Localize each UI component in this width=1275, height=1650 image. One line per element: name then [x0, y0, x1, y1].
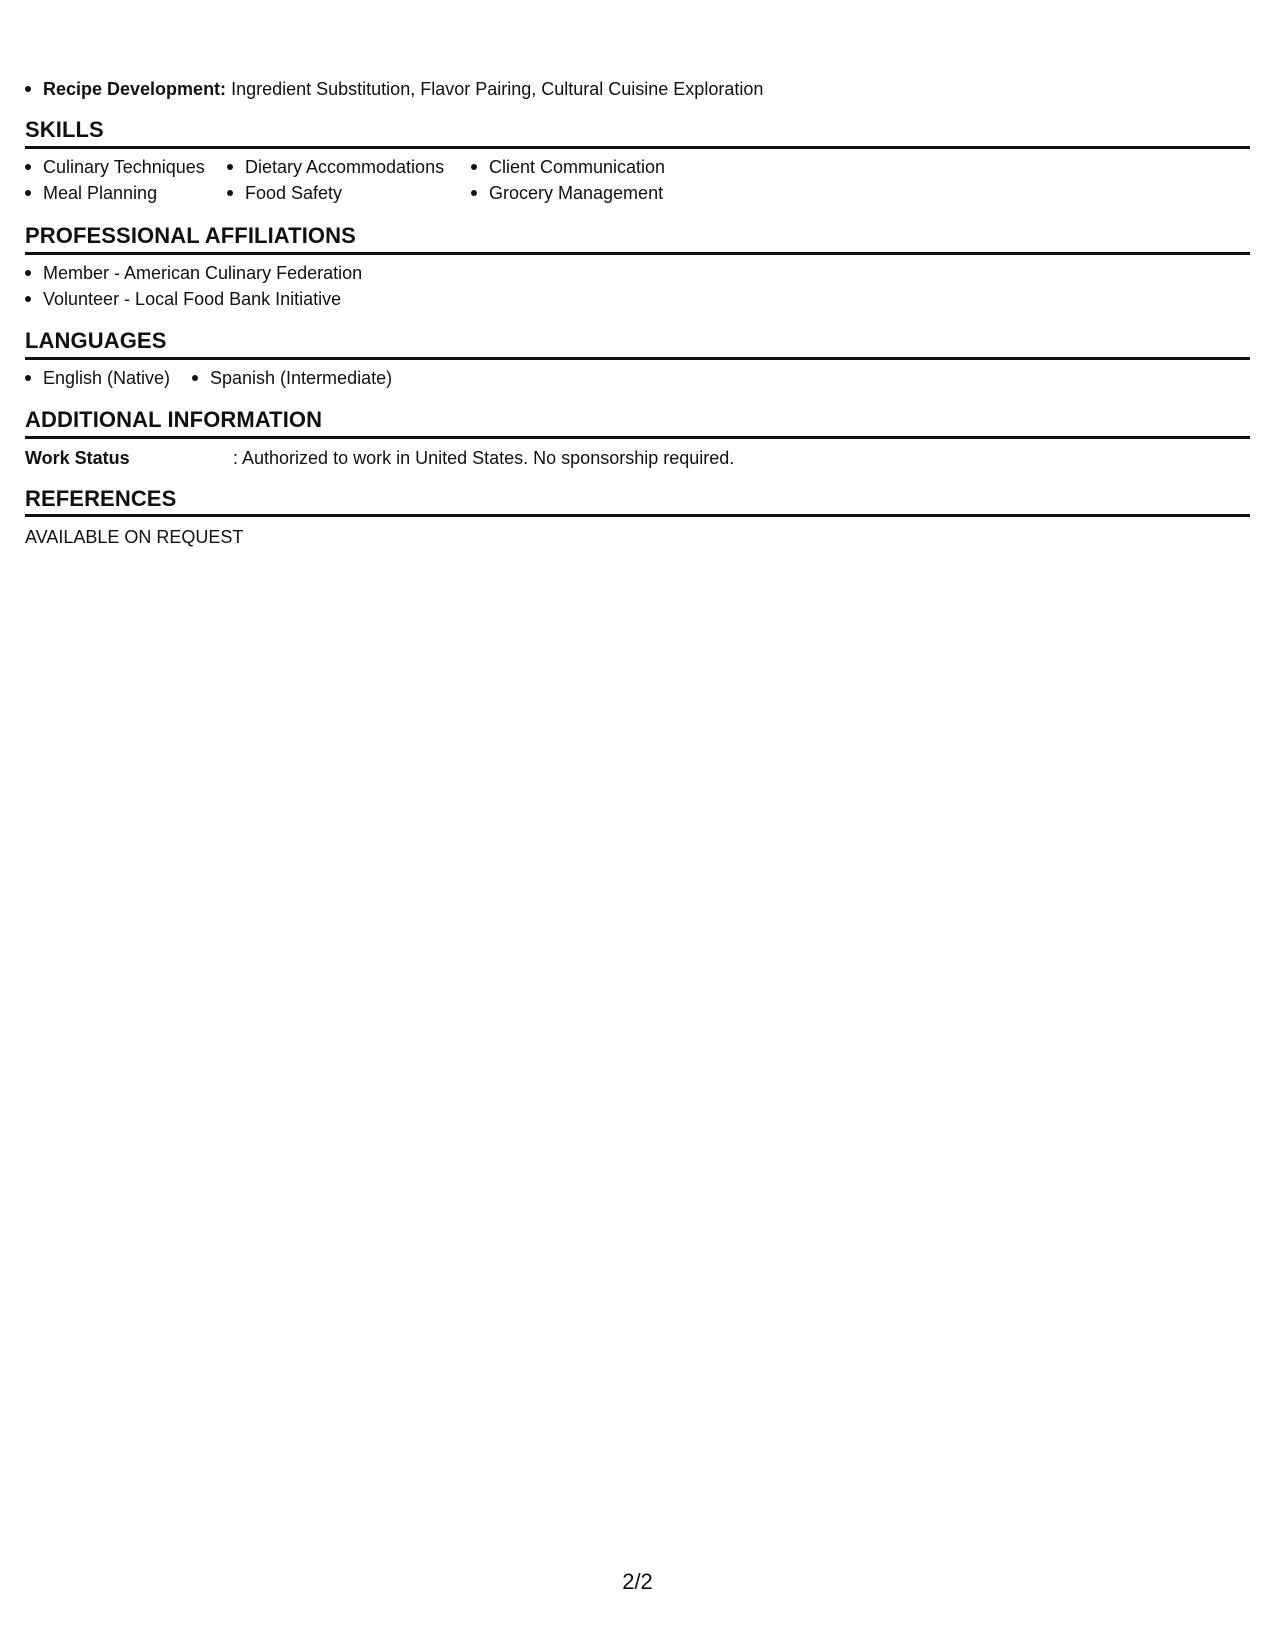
bullet-icon [25, 270, 31, 276]
skills-divider [25, 146, 1250, 149]
references-heading: REFERENCES [25, 486, 177, 511]
bullet-icon [471, 164, 477, 170]
affiliation-item: Member - American Culinary Federation [25, 260, 362, 286]
affiliations-list [25, 260, 362, 312]
page-number: 2/2 [622, 1569, 653, 1594]
bullet-icon [25, 190, 31, 196]
additional-info-divider [25, 436, 1250, 439]
skills-column-2 [227, 154, 444, 206]
resume-page [25, 0, 1250, 1650]
bullet-icon [25, 375, 31, 381]
skills-column-3 [471, 154, 665, 206]
bullet-icon [227, 190, 233, 196]
work-status-label: Work Status [25, 448, 130, 468]
recipe-development-item [25, 76, 763, 102]
bullet-icon [227, 164, 233, 170]
language-item: English (Native) [25, 365, 170, 391]
skill-item: Client Communication [471, 154, 665, 180]
references-text: AVAILABLE ON REQUEST [25, 527, 244, 547]
skill-item: Culinary Techniques [25, 154, 205, 180]
recipe-development-label: Recipe Development: [43, 79, 227, 99]
bullet-icon [25, 296, 31, 302]
work-status-value: : Authorized to work in United States. No sponsorship required. [233, 448, 735, 468]
skills-column-1 [25, 154, 205, 206]
bullet-icon [192, 375, 198, 381]
references-divider [25, 514, 1250, 517]
skill-item: Dietary Accommodations [227, 154, 444, 180]
skill-item: Meal Planning [25, 180, 205, 206]
additional-info-heading: ADDITIONAL INFORMATION [25, 407, 323, 432]
languages-heading: LANGUAGES [25, 328, 167, 353]
affiliations-divider [25, 252, 1250, 255]
recipe-development-text: Ingredient Substitution, Flavor Pairing, Cultural Cuisine Exploration [231, 79, 764, 99]
skill-item: Food Safety [227, 180, 444, 206]
languages-divider [25, 357, 1250, 360]
bullet-icon [25, 164, 31, 170]
bullet-icon [471, 190, 477, 196]
skills-heading: SKILLS [25, 117, 104, 142]
affiliations-heading: PROFESSIONAL AFFILIATIONS [25, 223, 356, 248]
skill-item: Grocery Management [471, 180, 665, 206]
language-item: Spanish (Intermediate) [192, 365, 392, 391]
affiliation-item: Volunteer - Local Food Bank Initiative [25, 286, 362, 312]
bullet-icon [25, 86, 31, 92]
